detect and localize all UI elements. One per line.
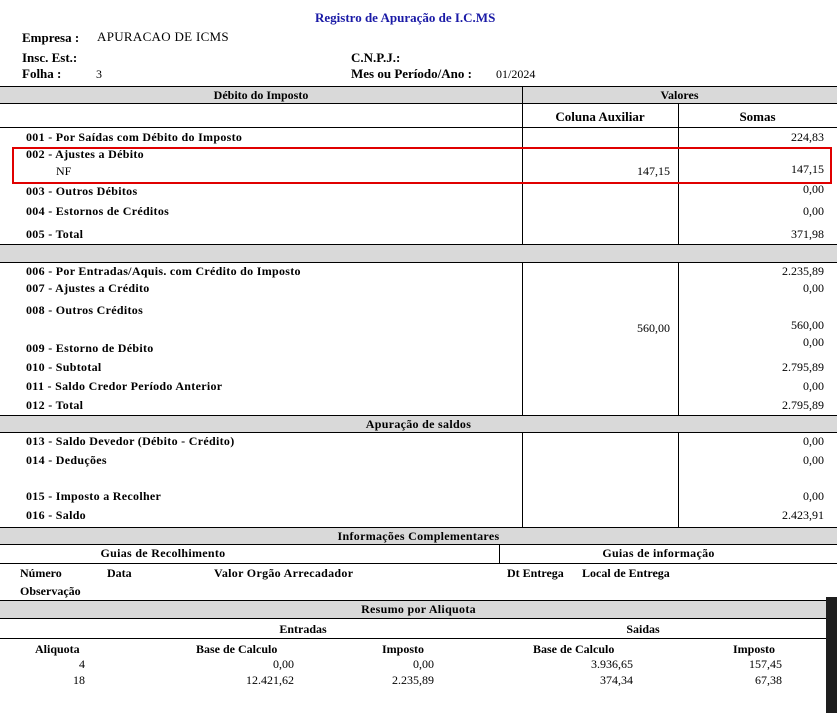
report-title: Registro de Apuração de I.C.MS — [315, 10, 496, 25]
folha-value: 3 — [96, 67, 102, 81]
resumo-imp-ent-cell: 0,00 — [413, 657, 434, 671]
row-013-label: 013 - Saldo Devedor (Débito - Crédito) — [26, 434, 235, 448]
row-nf-soma: 147,15 — [791, 162, 824, 176]
resumo-imp-sai-cell: 157,45 — [749, 657, 782, 671]
row-010-soma: 2.795,89 — [782, 360, 824, 374]
saidas-title: Saidas — [626, 622, 660, 636]
row-015-label: 015 - Imposto a Recolher — [26, 489, 162, 503]
resumo-aliquota-cell: 18 — [73, 673, 85, 687]
row-nf-aux: 147,15 — [637, 164, 670, 178]
row-016-soma: 2.423,91 — [782, 508, 824, 522]
row-012-label: 012 - Total — [26, 398, 84, 412]
row-003-label: 003 - Outros Débitos — [26, 184, 138, 198]
row-011-soma: 0,00 — [803, 379, 824, 393]
local-entrega-header: Local de Entrega — [582, 566, 670, 580]
divider-aux-mid — [522, 263, 523, 415]
row-008-label: 008 - Outros Créditos — [26, 303, 144, 317]
resumo-base-sai-cell: 3.936,65 — [591, 657, 633, 671]
resumo-imp-ent-cell: 2.235,89 — [392, 673, 434, 687]
row-014-label: 014 - Deduções — [26, 453, 107, 467]
row-006-soma: 2.235,89 — [782, 264, 824, 278]
resumo-subheader-line — [0, 638, 837, 639]
periodo-label: Mes ou Período/Ano : — [351, 66, 472, 81]
divider-soma-mid — [678, 263, 679, 415]
row-004-soma: 0,00 — [803, 204, 824, 218]
guias-informacao-title: Guias de informação — [602, 546, 715, 560]
apuracao-section-title: Apuração de saldos — [365, 417, 472, 431]
observacao-label: Observação — [20, 584, 81, 598]
row-013-soma: 0,00 — [803, 434, 824, 448]
numero-header: Número — [20, 566, 62, 580]
row-006-label: 006 - Por Entradas/Aquis. com Crédito do Imposto — [26, 264, 301, 278]
row-015-soma: 0,00 — [803, 489, 824, 503]
row-004-label: 004 - Estornos de Créditos — [26, 204, 170, 218]
resumo-section-title: Resumo por Aliquota — [361, 602, 476, 616]
row-008-soma: 560,00 — [791, 318, 824, 332]
row-007-soma: 0,00 — [803, 281, 824, 295]
row-009-label: 009 - Estorno de Débito — [26, 341, 154, 355]
row-001-label: 001 - Por Saídas com Débito do Imposto — [26, 130, 243, 144]
resumo-base-ent-cell: 0,00 — [273, 657, 294, 671]
row-005-label: 005 - Total — [26, 227, 84, 241]
row-016-label: 016 - Saldo — [26, 508, 86, 522]
coluna-auxiliar-header: Coluna Auxiliar — [555, 109, 645, 124]
info-subheader-line — [0, 563, 837, 564]
somas-header: Somas — [739, 109, 776, 124]
row-005-soma: 371,98 — [791, 227, 824, 241]
debito-section-title: Débito do Imposto — [213, 88, 309, 102]
resumo-base-sai-cell: 374,34 — [600, 673, 633, 687]
insc-est-label: Insc. Est.: — [22, 50, 78, 65]
row-003-soma: 0,00 — [803, 182, 824, 196]
row-014-soma: 0,00 — [803, 453, 824, 467]
resumo-imp-sai-cell: 67,38 — [755, 673, 782, 687]
entradas-title: Entradas — [279, 622, 327, 636]
col-header-line — [0, 127, 837, 128]
folha-label: Folha : — [22, 66, 62, 81]
resumo-base-ent-cell: 12.421,62 — [246, 673, 294, 687]
data-header: Data — [107, 566, 132, 580]
imposto-saidas-header: Imposto — [733, 642, 776, 656]
base-entradas-header: Base de Calculo — [196, 642, 278, 656]
divider-aux-bottom — [522, 433, 523, 527]
row-nf-label: NF — [56, 164, 72, 178]
valores-title: Valores — [660, 88, 699, 102]
scrollbar-thumb[interactable] — [826, 597, 837, 713]
row-007-label: 007 - Ajustes a Crédito — [26, 281, 150, 295]
row-011-label: 011 - Saldo Credor Período Anterior — [26, 379, 223, 393]
empresa-label: Empresa : — [22, 30, 80, 45]
imposto-entradas-header: Imposto — [382, 642, 425, 656]
empresa-value: APURACAO DE ICMS — [97, 29, 229, 44]
row-001-soma: 224,83 — [791, 130, 824, 144]
row-012-soma: 2.795,89 — [782, 398, 824, 412]
highlight-box-002 — [12, 147, 832, 184]
dt-entrega-header: Dt Entrega — [507, 566, 564, 580]
row-010-label: 010 - Subtotal — [26, 360, 102, 374]
resumo-aliquota-cell: 4 — [79, 657, 85, 671]
base-saidas-header: Base de Calculo — [533, 642, 615, 656]
row-002-label: 002 - Ajustes a Débito — [26, 147, 144, 161]
valor-orgao-header: Valor Orgão Arrecadador — [214, 566, 354, 580]
divider-soma-bottom — [678, 433, 679, 527]
row-008-aux: 560,00 — [637, 321, 670, 335]
credito-separator-bar — [0, 244, 837, 263]
aliquota-header: Aliquota — [35, 642, 80, 656]
periodo-value: 01/2024 — [496, 67, 536, 81]
info-section-title: Informações Complementares — [337, 529, 500, 543]
row-009-soma: 0,00 — [803, 335, 824, 349]
cnpj-label: C.N.P.J.: — [351, 50, 401, 65]
guias-recolhimento-title: Guias de Recolhimento — [100, 546, 226, 560]
